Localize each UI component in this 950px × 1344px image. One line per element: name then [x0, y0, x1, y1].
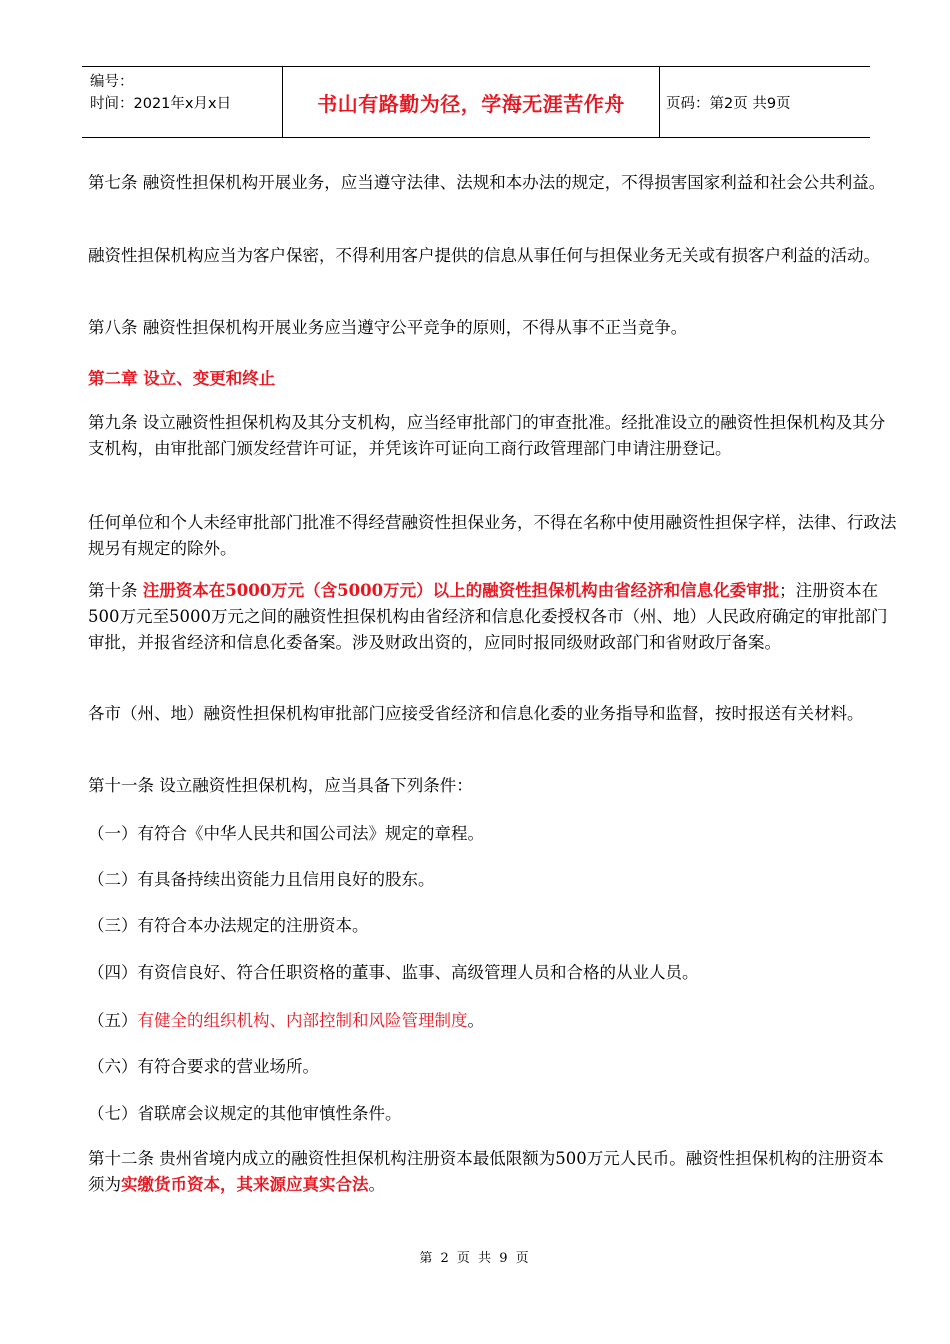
paragraph-text: ；注册资本在500万元至5000万元之间的融资性担保机构由省经济和信息化委授权各市（州、地）人民政府确定的审批部门审批，并报省经济和信息化委备案。涉及财政出资的，应同时报同级财政部门和省财政厅备案。	[88, 581, 888, 652]
paragraph-text: 融资性担保机构应当为客户保密，不得利用客户提供的信息从事任何与担保业务无关或有损客户利益的活动。	[88, 246, 880, 265]
paragraph-text: （五）	[88, 1011, 138, 1030]
paragraph	[88, 773, 900, 799]
paragraph-text: 第十二条 贵州省境内成立的融资性担保机构注册资本最低限额为500万元人民币。融资性担保机构的注册资本须为	[88, 1149, 884, 1194]
paragraph	[88, 1008, 900, 1034]
paragraph	[88, 1101, 900, 1127]
paragraph-text: 注册资本在5000万元（含5000万元）以上的融资性担保机构由省经济和信息化委审批	[142, 581, 780, 600]
paragraph-text: 第八条 融资性担保机构开展业务应当遵守公平竞争的原则，不得从事不正当竞争。	[88, 318, 688, 337]
page-footer: 第 2 页 共 9 页	[419, 1251, 531, 1266]
serial-number-label: 编号：	[90, 74, 134, 90]
paragraph-text: 第十条	[88, 581, 143, 600]
paragraph	[88, 366, 900, 392]
paragraph-text: （三）有符合本办法规定的注册资本。	[88, 916, 369, 935]
paragraph-text: 有健全的组织机构、内部控制和风险管理制度	[137, 1011, 468, 1030]
paragraph-text: 任何单位和个人未经审批部门批准不得经营融资性担保业务，不得在名称中使用融资性担保字样，法律、行政法规另有规定的除外。	[88, 513, 897, 558]
paragraph	[88, 410, 900, 462]
paragraph	[88, 1054, 900, 1080]
paragraph-text: （二）有具备持续出资能力且信用良好的股东。	[88, 870, 435, 889]
paragraph	[88, 867, 900, 893]
header-meta	[82, 67, 282, 137]
paragraph	[88, 170, 900, 196]
paragraph-text: （四）有资信良好、符合任职资格的董事、监事、高级管理人员和合格的从业人员。	[88, 963, 699, 982]
paragraph	[88, 821, 900, 847]
paragraph-text: 第二章 设立、变更和终止	[88, 369, 276, 388]
header-page-info: 页码：第2页 共9页	[666, 95, 791, 112]
paragraph-text: 第七条 融资性担保机构开展业务，应当遵守法律、法规和本办法的规定，不得损害国家利益和社会公共利益。	[88, 173, 886, 192]
paragraph-text: （六）有符合要求的营业场所。	[88, 1057, 319, 1076]
paragraph	[88, 510, 900, 562]
paragraph	[88, 960, 900, 986]
date-label: 时间：2021年x月x日	[90, 96, 232, 112]
paragraph-text: 第十一条 设立融资性担保机构，应当具备下列条件：	[88, 776, 473, 795]
paragraph-text: （一）有符合《中华人民共和国公司法》规定的章程。	[88, 824, 484, 843]
paragraph-text: 实缴货币资本，其来源应真实合法	[121, 1175, 369, 1194]
paragraph	[88, 701, 900, 727]
paragraph-text: （七）省联席会议规定的其他审慎性条件。	[88, 1104, 402, 1123]
page-header	[82, 66, 870, 138]
paragraph	[88, 913, 900, 939]
paragraph	[88, 1146, 900, 1198]
paragraph	[88, 315, 900, 341]
paragraph-text: 。	[467, 1011, 484, 1030]
paragraph	[88, 578, 900, 656]
header-motto: 书山有路勤为径，学海无涯苦作舟	[282, 67, 660, 137]
paragraph-text: 第九条 设立融资性担保机构及其分支机构，应当经审批部门的审查批准。经批准设立的融资性担保机构及其分支机构，由审批部门颁发经营许可证，并凭该许可证向工商行政管理部门申请注册登记。	[88, 413, 886, 458]
paragraph-text: 。	[368, 1175, 385, 1194]
paragraph	[88, 243, 900, 269]
paragraph-text: 各市（州、地）融资性担保机构审批部门应接受省经济和信息化委的业务指导和监督，按时报送有关材料。	[88, 704, 864, 723]
